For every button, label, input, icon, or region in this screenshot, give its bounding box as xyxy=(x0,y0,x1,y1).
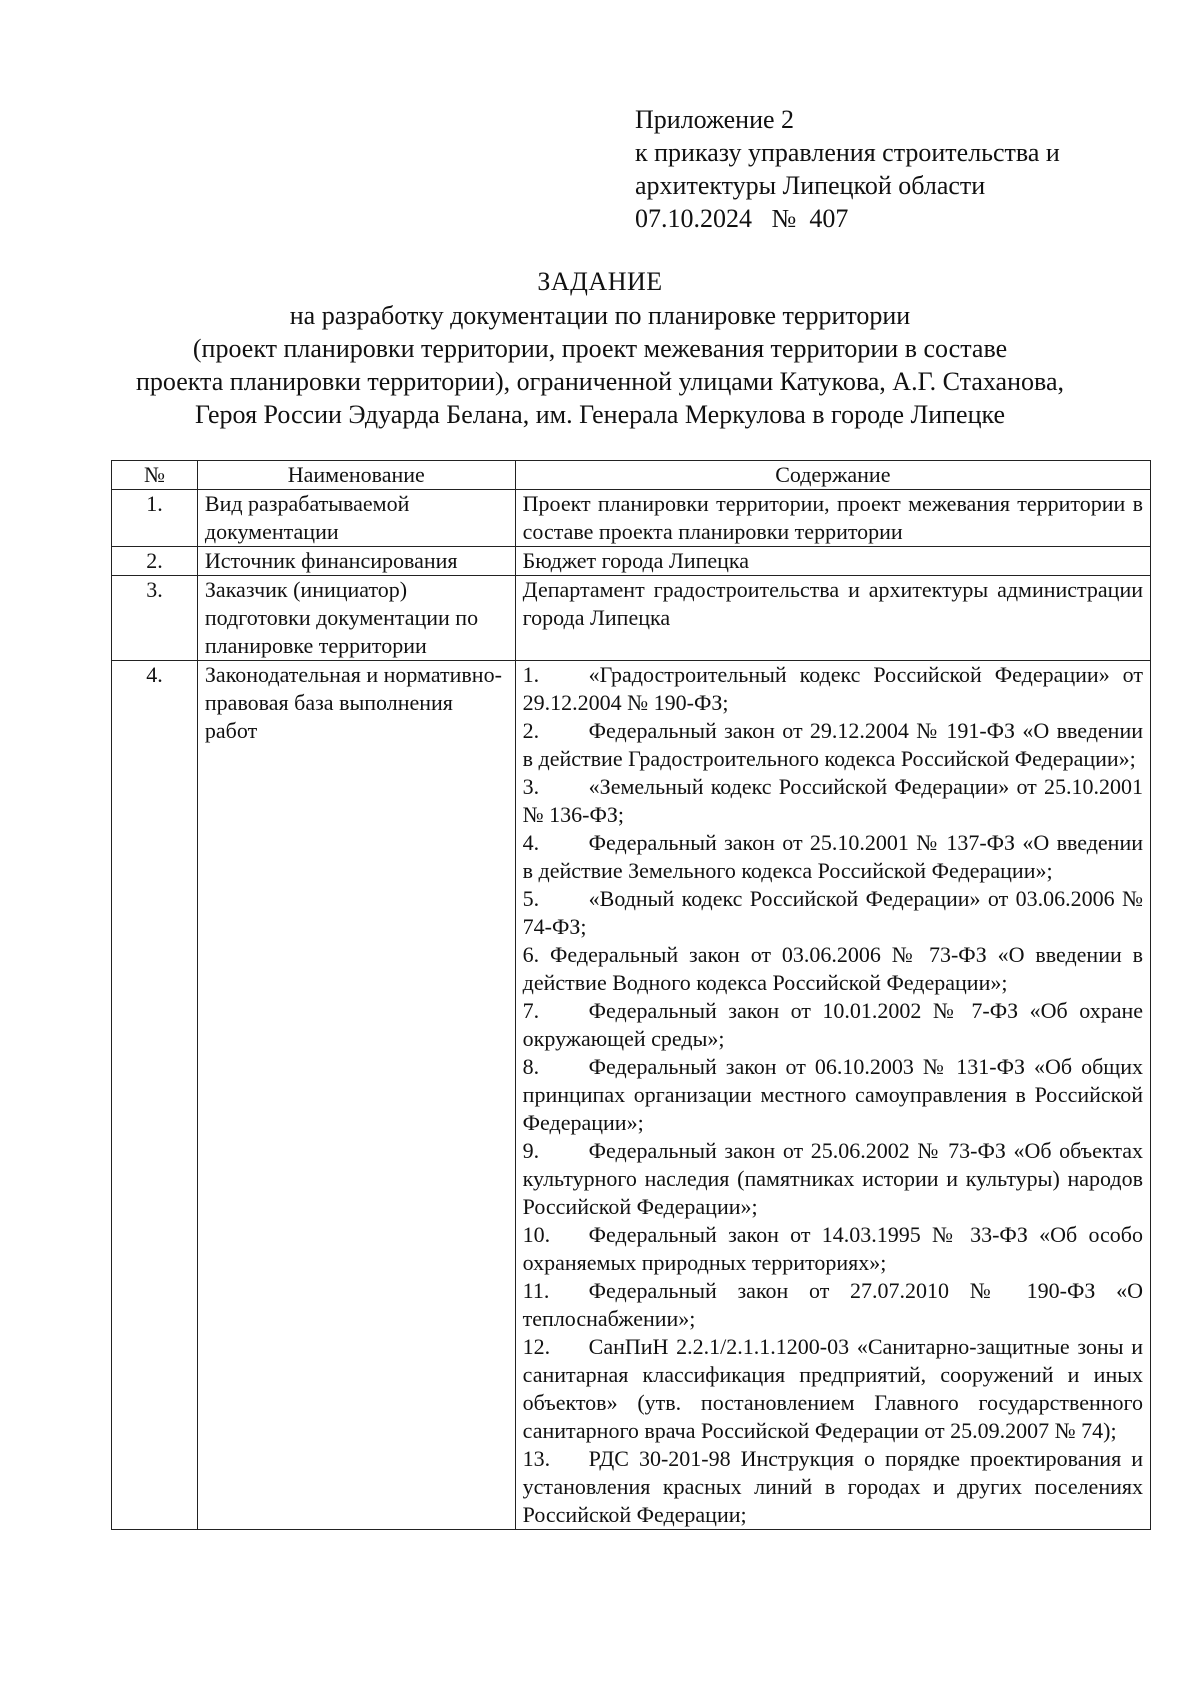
list-item: 3. «Земельный кодекс Российской Федерации» от 25.10.2001 № 136-ФЗ; xyxy=(522,774,1143,827)
row-name: Законодательная и нормативно-правовая база выполнения работ xyxy=(197,661,515,1530)
table-row xyxy=(112,576,1151,661)
legal-base-list xyxy=(515,661,1150,1530)
row-number: 1. xyxy=(112,490,198,547)
appendix-date-line xyxy=(635,202,1060,235)
list-item: 13. РДС 30-201-98 Инструкция о порядке проектирования и установления красных линий в городах и других поселениях Российской Федерации; xyxy=(522,1446,1143,1527)
task-table xyxy=(111,460,1151,1530)
header-content: Содержание xyxy=(515,461,1150,490)
list-item: 11. Федеральный закон от 27.07.2010 № 190-ФЗ «О теплоснабжении»; xyxy=(522,1278,1143,1331)
list-item: 10. Федеральный закон от 14.03.1995 № 33-ФЗ «Об особо охраняемых природных территориях»; xyxy=(522,1222,1143,1275)
appendix-block xyxy=(635,103,1060,235)
list-item: 8. Федеральный закон от 06.10.2003 № 131-ФЗ «Об общих принципах организации местного самоуправления в Российской Федерации»; xyxy=(522,1054,1143,1135)
title-line-1: на разработку документации по планировке территории xyxy=(289,301,911,330)
table-row xyxy=(112,661,1151,1530)
list-item: 6. Федеральный закон от 03.06.2006 № 73-ФЗ «О введении в действие Водного кодекса Российской Федерации»; xyxy=(522,942,1143,995)
header-name: Наименование xyxy=(197,461,515,490)
header-number: № xyxy=(112,461,198,490)
document-heading: ЗАДАНИЕ xyxy=(537,267,663,296)
row-content: Департамент градостроительства и архитектуры администрации города Липецка xyxy=(515,576,1150,661)
row-number: 3. xyxy=(112,576,198,661)
list-item: 12. СанПиН 2.2.1/2.1.1.1200-03 «Санитарно-защитные зоны и санитарная классификация предприятий, сооружений и иных объектов» (утв. постановлением Главного государственного санитарного врача Российской Федерации от 25.09.2007 № 74); xyxy=(522,1334,1143,1443)
title-line-2: (проект планировки территории, проект межевания территории в составе xyxy=(192,334,1008,363)
title-line-4: Героя России Эдуарда Белана, им. Генерала Меркулова в городе Липецке xyxy=(194,400,1006,429)
appendix-line-1: Приложение 2 xyxy=(635,105,795,134)
row-number: 2. xyxy=(112,547,198,576)
title-line-3: проекта планировки территории), ограниченной улицами Катукова, А.Г. Стаханова, xyxy=(136,367,1064,396)
list-item: 9. Федеральный закон от 25.06.2002 № 73-ФЗ «Об объектах культурного наследия (памятниках истории и культуры) народов Российской Федерации»; xyxy=(522,1138,1143,1219)
row-content: Проект планировки территории, проект межевания территории в составе проекта планировки территории xyxy=(515,490,1150,547)
order-number: 407 xyxy=(809,204,849,233)
list-item: 1. «Градостроительный кодекс Российской Федерации» от 29.12.2004 № 190-ФЗ; xyxy=(522,662,1143,715)
list-item: 5. «Водный кодекс Российской Федерации» от 03.06.2006 № 74-ФЗ; xyxy=(522,886,1143,939)
appendix-line-2: к приказу управления строительства и xyxy=(635,138,1060,167)
row-content: Бюджет города Липецка xyxy=(515,547,1150,576)
table-row xyxy=(112,490,1151,547)
list-item: 7. Федеральный закон от 10.01.2002 № 7-ФЗ «Об охране окружающей среды»; xyxy=(522,998,1143,1051)
list-item: 2. Федеральный закон от 29.12.2004 № 191-ФЗ «О введении в действие Градостроительного кодекса Российской Федерации»; xyxy=(522,718,1143,771)
title-block xyxy=(100,265,1100,431)
row-number: 4. xyxy=(112,661,198,1530)
row-name: Заказчик (инициатор) подготовки документации по планировке территории xyxy=(197,576,515,661)
order-date: 07.10.2024 xyxy=(635,204,752,233)
appendix-line-3: архитектуры Липецкой области xyxy=(635,171,986,200)
row-name: Вид разрабатываемой документации xyxy=(197,490,515,547)
row-name: Источник финансирования xyxy=(197,547,515,576)
list-item: 4. Федеральный закон от 25.10.2001 № 137-ФЗ «О введении в действие Земельного кодекса Российской Федерации»; xyxy=(522,830,1143,883)
order-number-sign: № xyxy=(771,204,797,233)
table-row xyxy=(112,547,1151,576)
table-header-row xyxy=(112,461,1151,490)
